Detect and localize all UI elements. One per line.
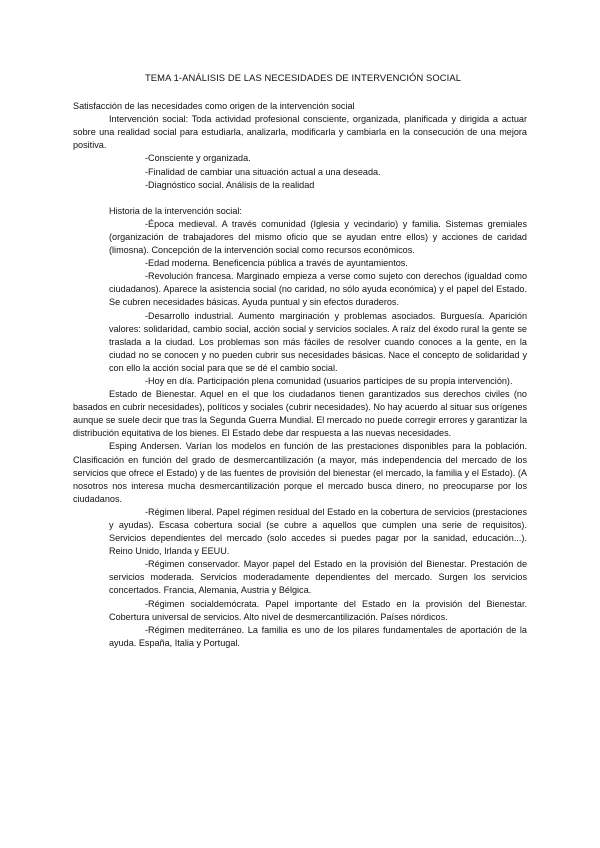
- history-medieval: -Época medieval. A través comunidad (Iglesia y vecindario) y familia. Sistemas gremiales (organización de trabajadores del mismo oficio que se ayudan entre ellos) y acciones de caridad (limosna). Concepción de la intervención social como recursos económicos.: [109, 218, 527, 256]
- history-heading: Historia de la intervención social:: [109, 205, 242, 216]
- esping-andersen-paragraph: Esping Andersen. Varían los modelos en función de las prestaciones disponibles para la población. Clasificación en función del grado de desmercantilización (a mayor, más independencia del mercado de los servicios que ofrece el Estado) y de las fuentes de provisión del bienestar (el mercado, la familia y el Estado). (A nosotros nos interesa mucha desmercantilización porque el mercado busca dinero, no preocuparse por los ciudadanos.: [73, 441, 527, 504]
- intervention-definition: Intervención social: Toda actividad profesional consciente, organizada, planificada y dirigida a actuar sobre una realidad social para estudiarla, analizarla, modificarla y cambiarla en la consecución de una mejora positiva.: [73, 114, 527, 151]
- section-heading-satisfaction: Satisfacción de las necesidades como origen de la intervención social: [73, 101, 355, 112]
- bullet-finalidad: -Finalidad de cambiar una situación actual a una deseada.: [145, 166, 381, 177]
- bullet-consciente: -Consciente y organizada.: [145, 153, 251, 164]
- history-industrial: -Desarrollo industrial. Aumento marginación y problemas asociados. Burguesía. Aparición valores: solidaridad, cambio social, acción social y servicios sociales. A raíz del éxodo rural la gente se traslada a la ciudad. Los problemas son más fáciles de resolver cuando conoces a la gente, en la ciudad no se conocen y no pueden cubrir sus necesidades básicas. Nace el concepto de solidaridad y con ello la acción social para que se dé el cambio social.: [109, 310, 527, 373]
- document-title: TEMA 1-ANÁLISIS DE LAS NECESIDADES DE INTERVENCIÓN SOCIAL: [144, 72, 462, 83]
- welfare-state-paragraph: Estado de Bienestar. Aquel en el que los ciudadanos tienen garantizados sus derechos civiles (no basados en cubrir necesidades), políticos y sociales (cubrir necesidades). No hay acuerdo al situar sus orígenes aunque se suele decir que tras la Segunda Guerra Mundial. El mercado no puede corregir errores y garantizar la distribución equitativa de los bienes. El Estado debe dar respuesta a las nuevas necesidades.: [73, 389, 527, 439]
- regime-liberal: -Régimen liberal. Papel régimen residual del Estado en la cobertura de servicios (prestaciones y ayudas). Escasa cobertura social (se cubre a aquellos que cumplen una serie de requisitos). Servicios dependientes del mercado (solo accedes si puedes pagar por la sanidad, educación...). Reino Unido, Irlanda y EEUU.: [109, 506, 527, 557]
- history-revolucion: -Revolución francesa. Marginado empieza a verse como sujeto con derechos (igualdad como ciudadanos). Aparece la asistencia social (no caridad, no sólo ayuda económica) y el papel del Estado. Se cubren necesidades básicas. Ayuda puntual y sin efectos duraderos.: [109, 271, 527, 308]
- regime-socialdemocrata: -Régimen socialdemócrata. Papel importante del Estado en la provisión del Bienestar. Cobertura universal de servicios. Alto nivel de desmercantilización. Países nórdicos.: [109, 598, 527, 622]
- history-hoy: -Hoy en día. Participación plena comunidad (usuarios partícipes de su propia intervención).: [145, 375, 513, 386]
- history-moderna: -Edad moderna. Beneficencia pública a través de ayuntamientos.: [145, 258, 408, 269]
- regime-mediterraneo: -Régimen mediterráneo. La familia es uno de los pilares fundamentales de aportación de la ayuda. España, Italia y Portugal.: [109, 624, 527, 648]
- bullet-diagnostico: -Diagnóstico social. Análisis de la realidad: [145, 179, 315, 190]
- regime-conservador: -Régimen conservador. Mayor papel del Estado en la provisión del Bienestar. Prestación de servicios moderada. Servicios moderadamente dependientes del mercado. Surgen los servicios concertados. Francia, Alemania, Austria y Bélgica.: [109, 559, 527, 596]
